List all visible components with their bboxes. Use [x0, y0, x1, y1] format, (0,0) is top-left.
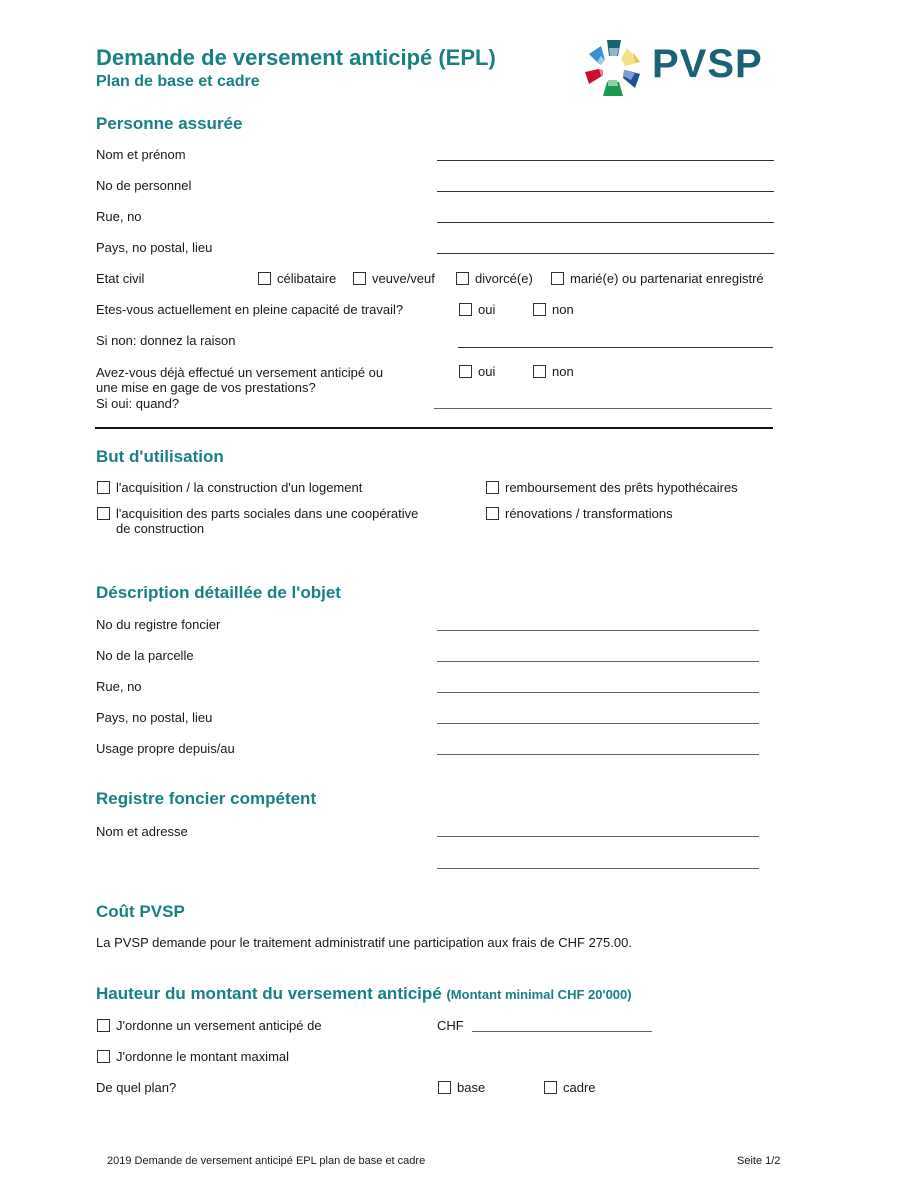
field-label-rue: Rue, no: [96, 209, 142, 224]
field-label-nom-adresse: Nom et adresse: [96, 824, 188, 839]
field-input-nom-adresse-1[interactable]: [437, 836, 759, 837]
checkbox-plan-base[interactable]: base: [438, 1080, 485, 1095]
section-divider: [95, 427, 773, 429]
checkbox-montant-maximal[interactable]: J'ordonne le montant maximal: [97, 1049, 289, 1064]
deja-label-line2: une mise en gage de vos prestations?: [96, 380, 316, 395]
checkbox-box[interactable]: [459, 303, 472, 316]
checkbox-box[interactable]: [551, 272, 564, 285]
document-subtitle: Plan de base et cadre: [96, 73, 260, 90]
checkbox-capacite-non[interactable]: non: [533, 302, 574, 317]
field-label-registre: No du registre foncier: [96, 617, 221, 632]
checkbox-versement-montant[interactable]: J'ordonne un versement anticipé de: [97, 1018, 322, 1033]
hauteur-heading-note: (Montant minimal CHF 20'000): [446, 987, 632, 1002]
field-label-nom: Nom et prénom: [96, 147, 186, 162]
checkbox-acquisition-logement[interactable]: l'acquisition / la construction d'un logement: [97, 480, 362, 495]
field-input-pays[interactable]: [437, 253, 774, 254]
currency-label: CHF: [437, 1018, 464, 1033]
cout-text: La PVSP demande pour le traitement administratif une participation aux frais de CHF 275.00.: [96, 935, 632, 950]
field-label-objet-pays: Pays, no postal, lieu: [96, 710, 213, 725]
field-input-parcelle[interactable]: [437, 661, 759, 662]
checkbox-box[interactable]: [486, 507, 499, 520]
checkbox-box[interactable]: [97, 507, 110, 520]
checkbox-box[interactable]: [353, 272, 366, 285]
pvsp-logo-text: PVSP: [652, 42, 763, 86]
deja-label-line3: Si oui: quand?: [96, 396, 180, 411]
pvsp-logo-icon: [580, 37, 646, 99]
field-label-pays: Pays, no postal, lieu: [96, 240, 213, 255]
hauteur-heading-text: Hauteur du montant du versement anticipé: [96, 984, 442, 1003]
checkbox-box[interactable]: [438, 1081, 451, 1094]
plan-label: De quel plan?: [96, 1080, 177, 1095]
footer-document-name: 2019 Demande de versement anticipé EPL plan de base et cadre: [107, 1155, 426, 1167]
etat-civil-label: Etat civil: [96, 271, 145, 286]
field-input-rue[interactable]: [437, 222, 774, 223]
checkbox-marie[interactable]: marié(e) ou partenariat enregistré: [551, 271, 764, 286]
checkbox-box[interactable]: [258, 272, 271, 285]
deja-quand-input[interactable]: [434, 408, 772, 409]
section-heading-cout: Coût PVSP: [96, 902, 185, 921]
checkbox-box[interactable]: [544, 1081, 557, 1094]
document-title: Demande de versement anticipé (EPL): [96, 45, 496, 70]
checkbox-divorce[interactable]: divorcé(e): [456, 271, 533, 286]
checkbox-box[interactable]: [97, 1019, 110, 1032]
checkbox-box[interactable]: [533, 303, 546, 316]
field-input-objet-pays[interactable]: [437, 723, 759, 724]
parts-sociales-line2: de construction: [116, 521, 205, 536]
field-input-registre[interactable]: [437, 630, 759, 631]
section-heading-personne: Personne assurée: [96, 114, 243, 133]
montant-input[interactable]: [472, 1031, 652, 1032]
si-non-input[interactable]: [458, 347, 773, 348]
footer-page-number: Seite 1/2: [737, 1155, 781, 1167]
checkbox-celibataire[interactable]: célibataire: [258, 271, 336, 286]
checkbox-veuf[interactable]: veuve/veuf: [353, 271, 435, 286]
field-input-nom-adresse-2[interactable]: [437, 868, 759, 869]
checkbox-remboursement[interactable]: remboursement des prêts hypothécaires: [486, 480, 738, 495]
checkbox-box[interactable]: [533, 365, 546, 378]
checkbox-box[interactable]: [459, 365, 472, 378]
checkbox-deja-non[interactable]: non: [533, 364, 574, 379]
checkbox-deja-oui[interactable]: oui: [459, 364, 495, 379]
checkbox-box[interactable]: [97, 1050, 110, 1063]
checkbox-plan-cadre[interactable]: cadre: [544, 1080, 596, 1095]
deja-label-line1: Avez-vous déjà effectué un versement anticipé ou: [96, 365, 384, 380]
field-input-usage[interactable]: [437, 754, 759, 755]
field-label-parcelle: No de la parcelle: [96, 648, 194, 663]
si-non-label: Si non: donnez la raison: [96, 333, 236, 348]
capacite-label: Etes-vous actuellement en pleine capacité de travail?: [96, 302, 404, 317]
section-heading-description: Déscription détaillée de l'objet: [96, 583, 341, 602]
field-label-usage: Usage propre depuis/au: [96, 741, 235, 756]
checkbox-parts-sociales[interactable]: l'acquisition des parts sociales dans une coopérative: [97, 506, 418, 521]
field-input-nom[interactable]: [437, 160, 774, 161]
section-heading-but: But d'utilisation: [96, 447, 224, 466]
section-heading-registre: Registre foncier compétent: [96, 789, 317, 808]
field-label-personnel: No de personnel: [96, 178, 192, 193]
field-label-objet-rue: Rue, no: [96, 679, 142, 694]
section-heading-hauteur: [96, 984, 632, 1004]
checkbox-box[interactable]: [486, 481, 499, 494]
field-input-personnel[interactable]: [437, 191, 774, 192]
checkbox-box[interactable]: [97, 481, 110, 494]
field-input-objet-rue[interactable]: [437, 692, 759, 693]
checkbox-capacite-oui[interactable]: oui: [459, 302, 495, 317]
checkbox-renovations[interactable]: rénovations / transformations: [486, 506, 673, 521]
checkbox-box[interactable]: [456, 272, 469, 285]
